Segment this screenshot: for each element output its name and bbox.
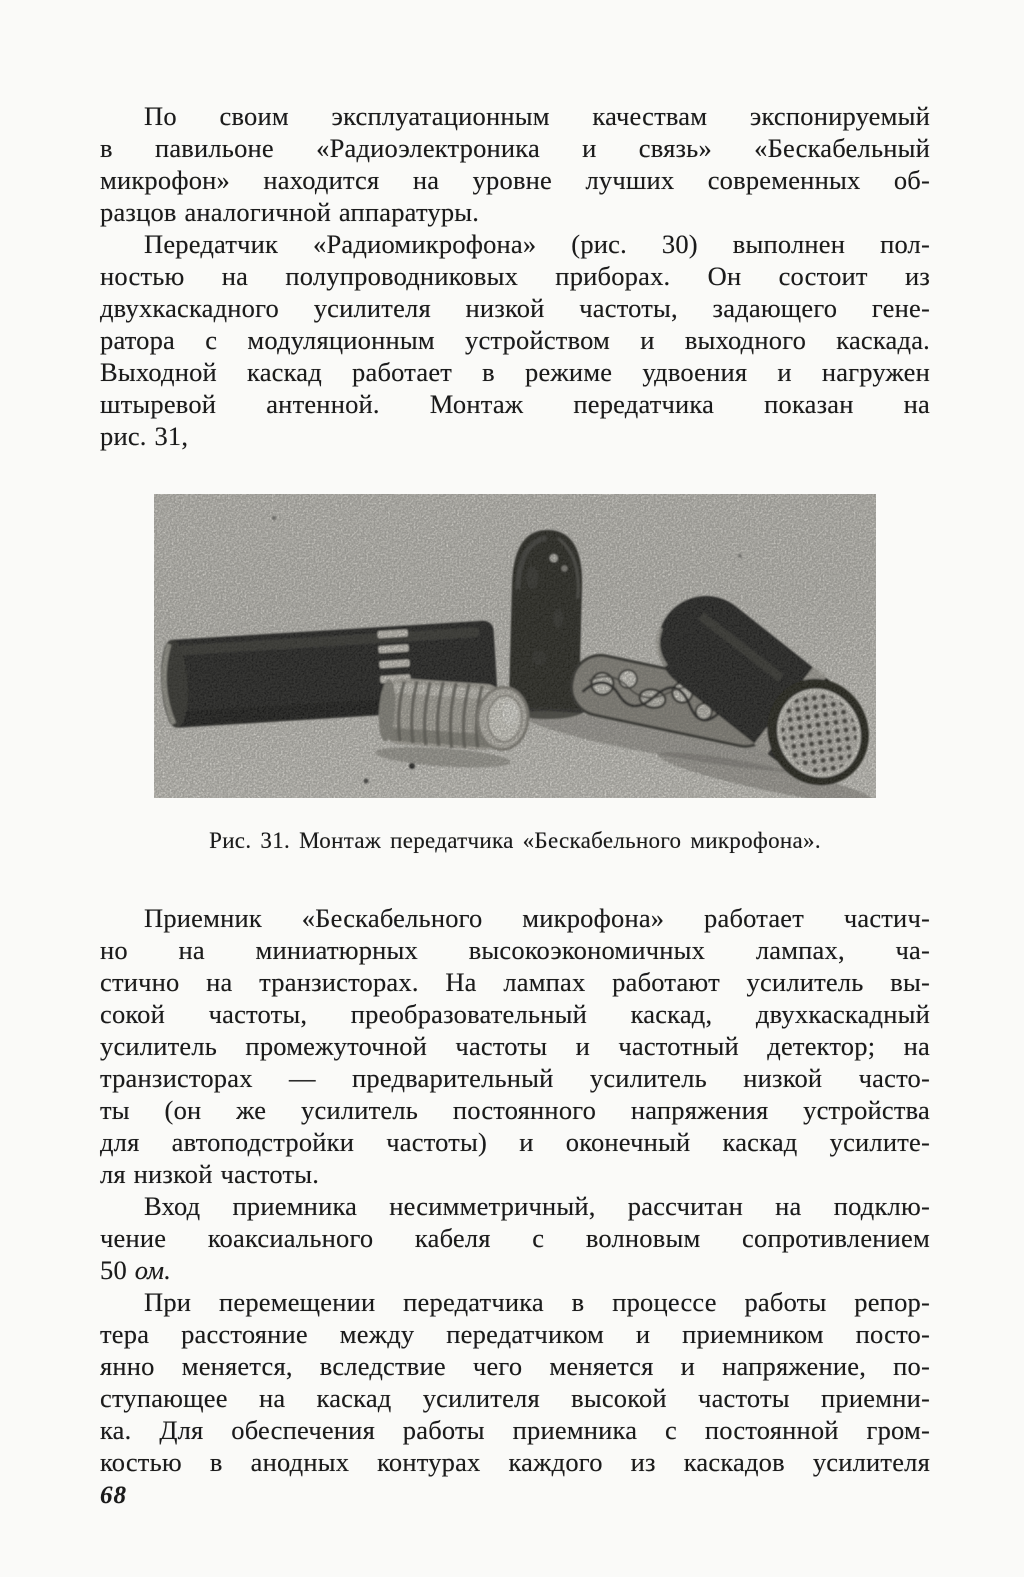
text-line: ступающее на каскад усилителя высокой частоты приемни- <box>100 1383 930 1413</box>
text-line: транзисторах — предварительный усилитель низкой часто- <box>100 1063 930 1093</box>
text-line: ка. Для обеспечения работы приемника с постоянной гром- <box>100 1415 930 1445</box>
text-line: микрофон» находится на уровне лучших современных об- <box>100 165 930 195</box>
text-line: для автоподстройки частоты) и оконечный каскад усилите- <box>100 1127 930 1157</box>
photo-grain-overlay <box>154 494 876 798</box>
text-line: стично на транзисторах. На лампах работают усилитель вы- <box>100 967 930 997</box>
text-line: Передатчик «Радиомикрофона» (рис. 30) выполнен пол- <box>144 229 930 259</box>
text-line: штыревой антенной. Монтаж передатчика показан на <box>100 389 930 419</box>
text-line: При перемещении передатчика в процессе работы репор- <box>144 1287 930 1317</box>
text-line: чение коаксиального кабеля с волновым сопротивлением <box>100 1223 930 1253</box>
text-line: По своим эксплуатационным качествам экспонируемый <box>144 101 930 131</box>
text-line: сокой частоты, преобразовательный каскад, двухкаскадный <box>100 999 930 1029</box>
text-line: двухкаскадного усилителя низкой частоты, задающего гене- <box>100 293 930 323</box>
text-line: тера расстояние между передатчиком и приемником посто- <box>100 1319 930 1349</box>
paragraph <box>100 100 930 228</box>
figure-caption: Рис. 31. Монтаж передатчика «Бескабельного микрофона». <box>209 828 821 853</box>
text-line: ты (он же усилитель постоянного напряжения устройства <box>100 1095 930 1125</box>
text-line: костью в анодных контурах каждого из каскадов усилителя <box>100 1447 930 1477</box>
page-number: 68 <box>100 1482 127 1509</box>
text-line: ля низкой частоты. <box>100 1159 320 1189</box>
text-line: рис. 31, <box>100 421 189 451</box>
paragraph <box>100 1190 930 1286</box>
text-line: Вход приемника несимметричный, рассчитан на подклю- <box>144 1191 930 1221</box>
paragraph <box>100 902 930 1190</box>
paragraph <box>100 228 930 452</box>
text-line: ностью на полупроводниковых приборах. Он состоит из <box>100 261 930 291</box>
text-column <box>100 0 930 1510</box>
text-line: разцов аналогичной аппаратуры. <box>100 197 480 227</box>
text-line: усилитель промежуточной частоты и частотный детектор; на <box>100 1031 930 1061</box>
paragraphs-above-figure <box>100 100 930 452</box>
text-line: но на миниатюрных высокоэкономичных лампах, ча- <box>100 935 930 965</box>
text-line: в павильоне «Радиоэлектроника и связь» «Бескабельный <box>100 133 930 163</box>
text-line: 50 ом. <box>100 1255 172 1285</box>
paragraphs-below-figure <box>100 902 930 1478</box>
text-line: Выходной каскад работает в режиме удвоения и нагружен <box>100 357 930 387</box>
text-line: Приемник «Бескабельного микрофона» работает частич- <box>144 903 930 933</box>
paragraph <box>100 1286 930 1478</box>
text-line: ратора с модуляционным устройством и выходного каскада. <box>100 325 930 355</box>
figure-photo <box>154 494 876 798</box>
figure <box>154 494 876 856</box>
text-line: янно меняется, вследствие чего меняется и напряжение, по- <box>100 1351 930 1381</box>
